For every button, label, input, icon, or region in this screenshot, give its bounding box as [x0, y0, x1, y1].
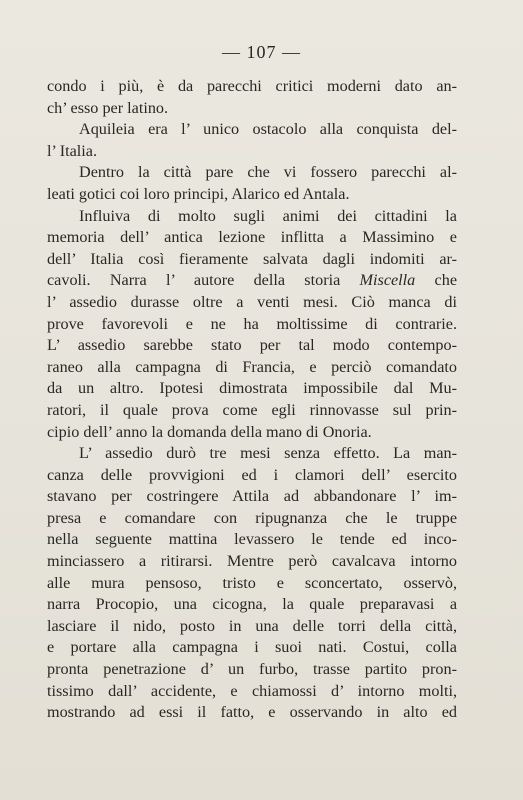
text-line: stavano per costringere Attila ad abbandonare l’ im- — [47, 487, 457, 506]
text-line: dell’ Italia così fieramente salvata dagli indomiti ar- — [47, 249, 457, 268]
text-line: Aquileia era l’ unico ostacolo alla conquista del- — [79, 120, 457, 139]
text-line: mostrando ad essi il fatto, e osservando in alto ed — [47, 703, 457, 722]
text-line: prove favorevoli e ne ha moltissime di contrarie. — [47, 314, 457, 333]
paragraph — [47, 76, 457, 119]
text-line: alle mura pensoso, tristo e sconcertato, osservò, — [47, 573, 457, 592]
text-line: Dentro la città pare che vi fossero parecchi al- — [79, 163, 457, 182]
text-line: nella seguente mattina levassero le tende ed inco- — [47, 530, 457, 549]
text-line: l’ Italia. — [47, 141, 98, 160]
text-line: lasciare il nido, posto in una delle torri della città, — [47, 616, 457, 635]
text-line: tissimo dall’ accidente, e chiamossi d’ intorno molti, — [47, 681, 457, 700]
text-line: e portare alla campagna i suoi nati. Costui, colla — [47, 638, 457, 657]
text-line: Influiva di molto sugli animi dei cittadini la — [79, 206, 457, 225]
text-line: L’ assedio sarebbe stato per tal modo contempo- — [47, 336, 457, 355]
paragraph — [47, 162, 457, 205]
text-line: cipio dell’ anno la domanda della mano di Onoria. — [47, 422, 372, 441]
text-line: L’ assedio durò tre mesi senza effetto. La man- — [79, 444, 457, 463]
text-line: cavoli. Narra l’ autore della storia Miscella che — [47, 271, 457, 290]
body-text — [47, 76, 457, 724]
paragraph — [47, 206, 457, 444]
text-line: narra Procopio, una cicogna, la quale preparavasi a — [47, 595, 457, 614]
text-line: leati gotici coi loro principi, Alarico ed Antala. — [47, 184, 350, 203]
text-line: condo i più, è da parecchi critici moderni dato an- — [47, 77, 457, 95]
text-line: ratori, il quale prova come egli rinnovasse sul prin- — [47, 400, 457, 419]
page-number: — 107 — — [222, 42, 301, 62]
text-line: pronta penetrazione d’ un furbo, trasse partito pron- — [47, 660, 457, 679]
text-line: memoria dell’ antica lezione inflitta a Massimino e — [47, 228, 457, 247]
text-line: l’ assedio durasse oltre a venti mesi. Ciò manca di — [47, 292, 457, 311]
text-line: ch’ esso per latino. — [47, 98, 169, 117]
text-line: canza delle provvigioni ed i clamori dell’ esercito — [47, 465, 457, 484]
text-line: da un altro. Ipotesi dimostrata impossibile dal Mu- — [47, 379, 457, 398]
paragraph — [47, 119, 457, 162]
text-line: raneo alla campagna di Francia, e perciò comandato — [47, 357, 457, 376]
text-line: minciassero a ritirarsi. Mentre però cavalcava intorno — [47, 552, 457, 571]
text-line: presa e comandare con ripugnanza che le truppe — [47, 508, 457, 527]
paragraph — [47, 443, 457, 724]
